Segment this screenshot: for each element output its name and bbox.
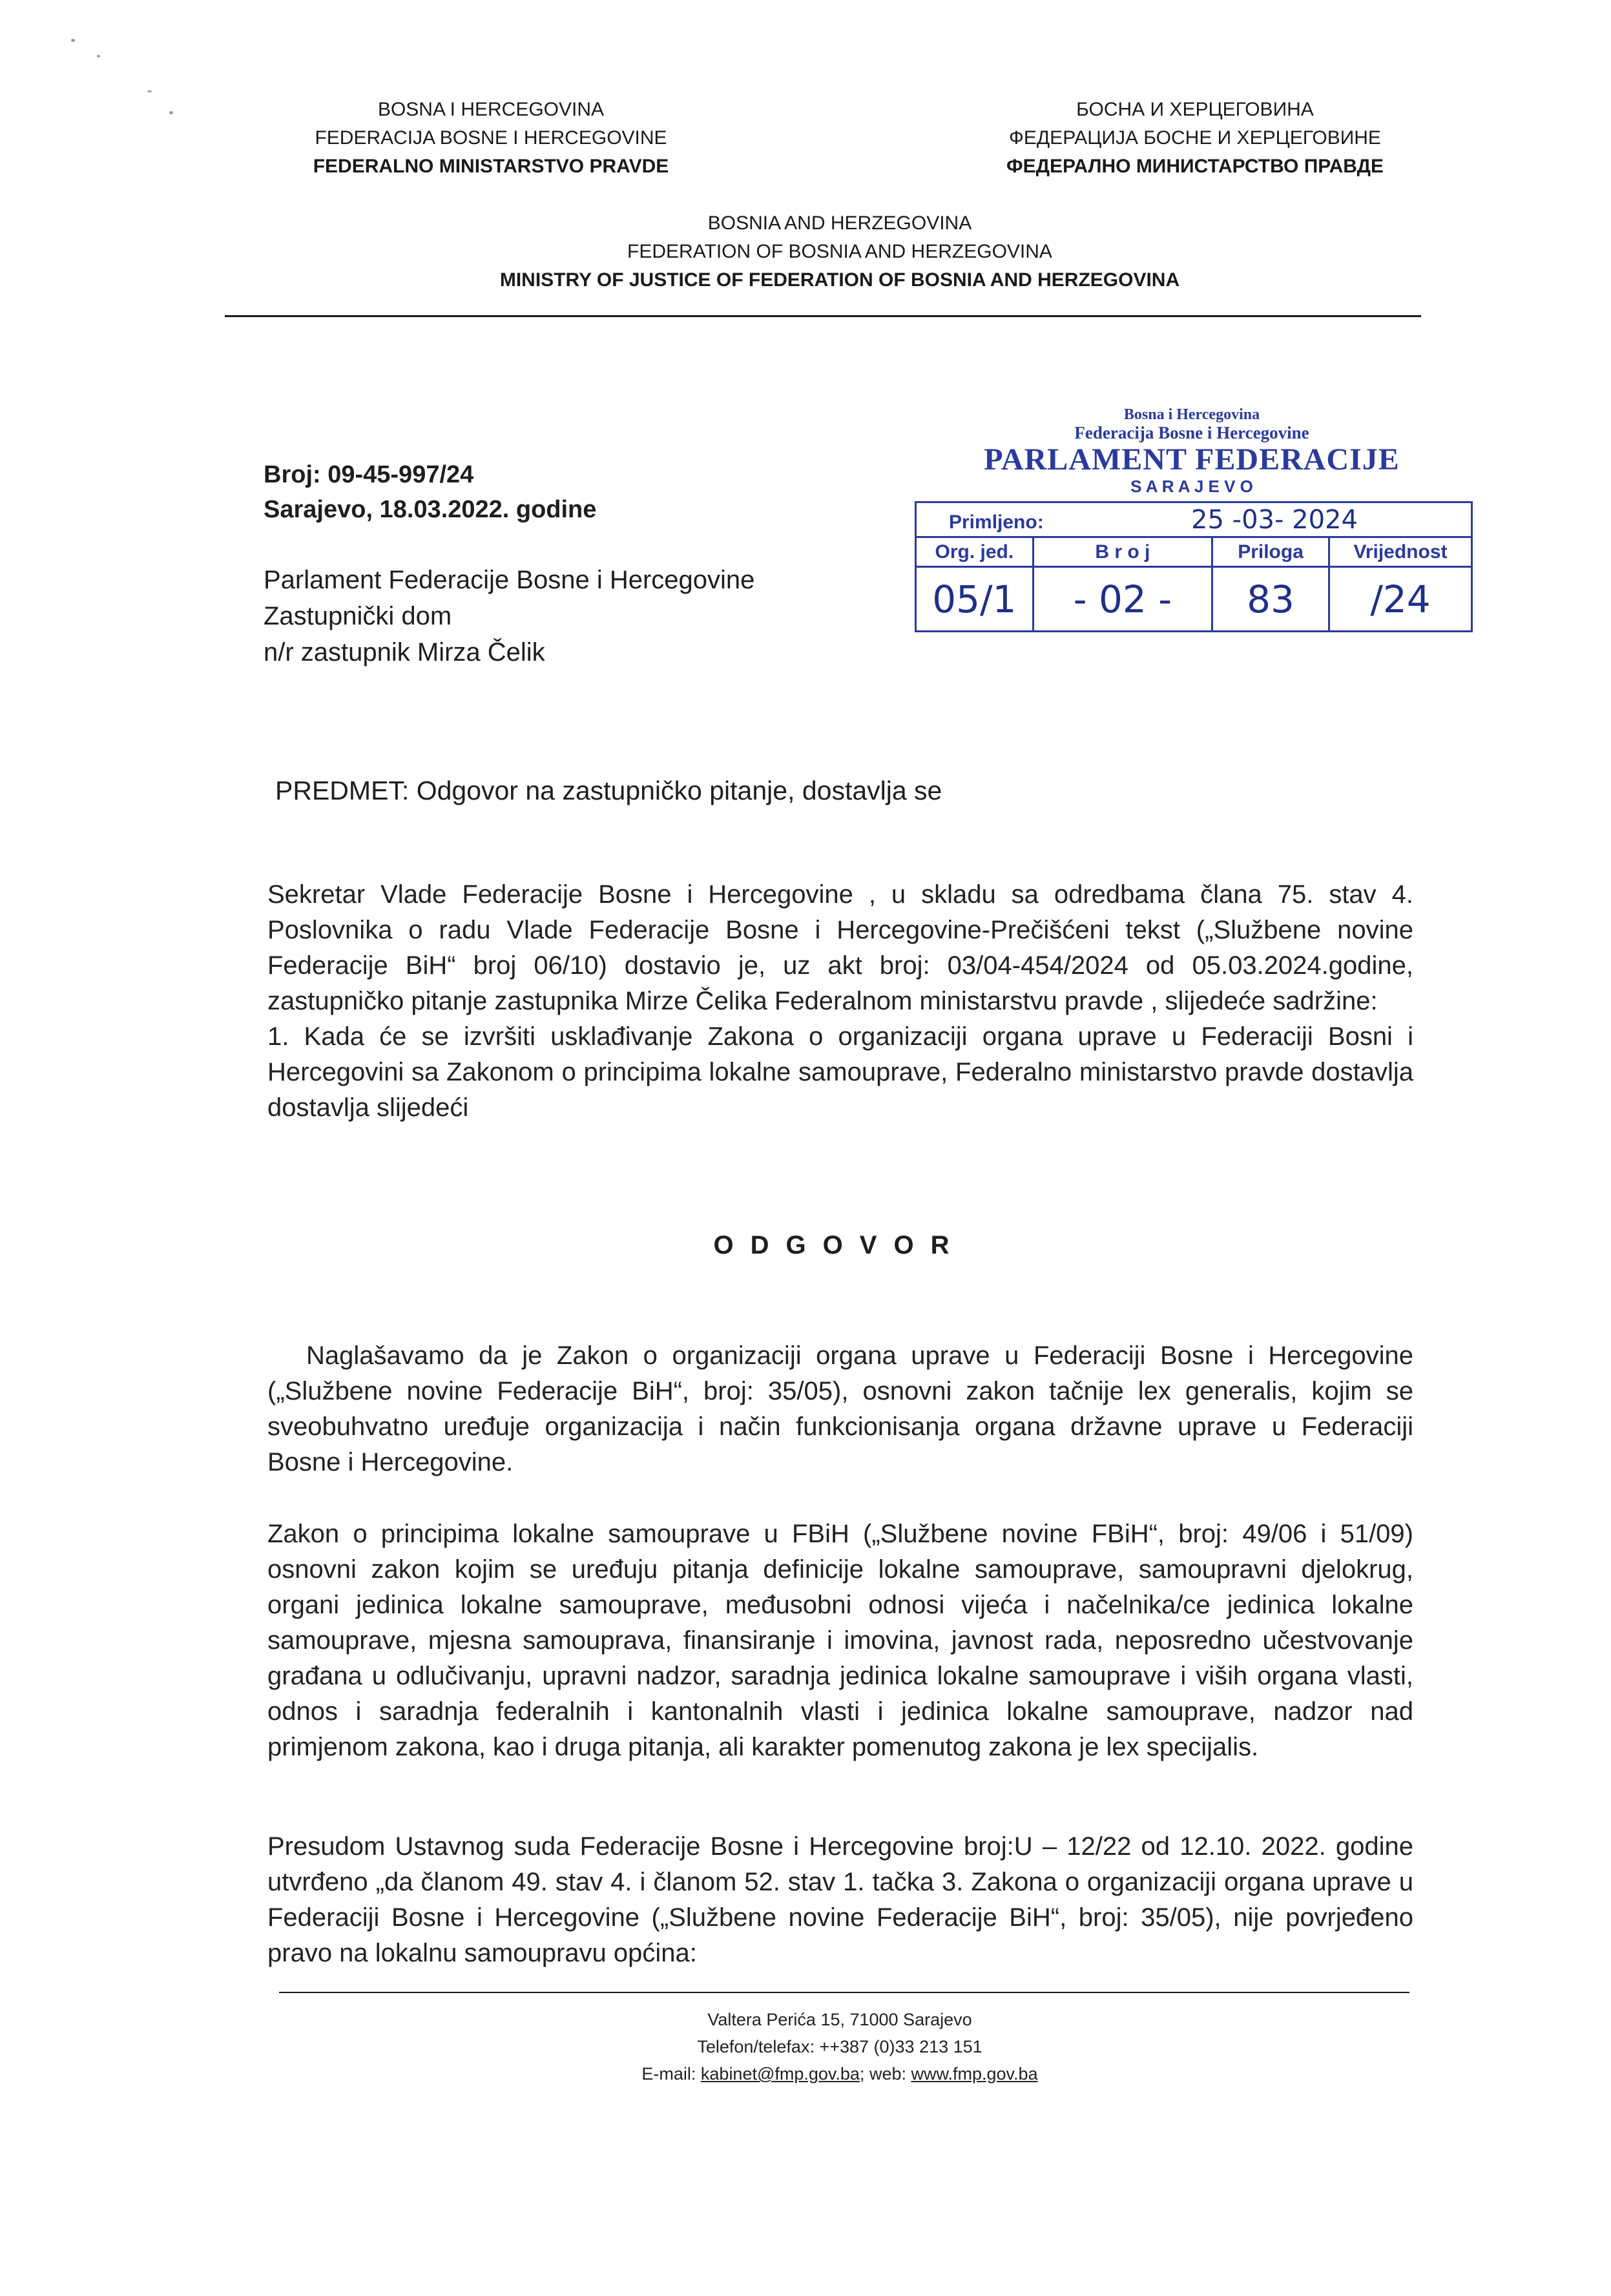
question-paragraph: 1. Kada će se izvršiti usklađivanje Zakona o organizaciji organa uprave u Federaciji Bosni i Hercegovini sa Zakonom o principima lokalne samouprave, Federalno ministarstvo pravde dostavlja dostavlja slijedeći <box>267 1022 1413 1122</box>
stamp-val-org: 05/1 <box>916 567 1034 632</box>
received-stamp <box>911 406 1473 664</box>
scan-speck <box>169 111 173 114</box>
stamp-line-3: PARLAMENT FEDERACIJE <box>984 442 1400 477</box>
intro-block <box>267 877 1413 1126</box>
stamp-line-4: S A R A J E V O <box>1130 477 1253 496</box>
answer-paragraph-1-text: Naglašavamo da je Zakon o organizaciji organa uprave u Federaciji Bosne i Hercegovine („Službene novine Federacije BiH“, broj: 35/05), osnovni zakon tačnije lex generalis, kojim se sveobuhvatno uređuje organizacija i način funkcionisanja organa državne uprave u Federaciji Bosne i Hercegovine. <box>267 1341 1413 1476</box>
reference-place-date: Sarajevo, 18.03.2022. godine <box>264 496 597 523</box>
footer-address: Valtera Perića 15, 71000 Sarajevo <box>707 2010 972 2029</box>
header-center <box>323 209 1356 295</box>
stamp-line-1: Bosna i Hercegovina <box>1123 406 1260 423</box>
stamp-val-broj: - 02 - <box>1033 567 1212 632</box>
stamp-received-date: 25 -03- 2024 <box>1191 504 1358 535</box>
header-center-ministry: MINISTRY OF JUSTICE OF FEDERATION OF BOSNIA AND HERZEGOVINA <box>499 269 1180 291</box>
header-divider <box>225 315 1421 317</box>
stamp-col-org: Org. jed. <box>916 537 1034 567</box>
stamp-line-2: Federacija Bosne i Hercegovine <box>1074 423 1309 442</box>
header-right-ministry: ФЕДЕРАЛНО МИНИСТАРСТВО ПРАВДЕ <box>1006 156 1384 177</box>
stamp-received-label: Primljeno: <box>949 511 1044 533</box>
stamp-col-vrijednost: Vrijednost <box>1329 537 1472 567</box>
footer-web-link[interactable]: www.fmp.gov.ba <box>911 2064 1038 2084</box>
header-left-ministry: FEDERALNO MINISTARSTVO PRAVDE <box>313 156 669 177</box>
footer-email-label: E-mail: <box>641 2064 701 2084</box>
footer-phone: Telefon/telefax: ++387 (0)33 213 151 <box>697 2037 982 2056</box>
stamp-val-vrijednost: /24 <box>1329 567 1472 632</box>
footer <box>517 2006 1163 2087</box>
recipient-block <box>264 562 884 670</box>
stamp-received-row <box>916 502 1472 537</box>
answer-paragraph-1 <box>267 1338 1413 1480</box>
header-right-country: БОСНА И ХЕРЦЕГОВИНА <box>1076 99 1314 120</box>
header-center-country: BOSNIA AND HERZEGOVINA <box>707 212 972 234</box>
header-right-entity: ФЕДЕРАЦИЈА БОСНЕ И ХЕРЦЕГОВИНЕ <box>1009 127 1381 149</box>
recipient-line-2: Zastupnički dom <box>264 602 452 630</box>
footer-web-label: ; web: <box>859 2064 911 2084</box>
header-left <box>245 96 736 181</box>
recipient-line-1: Parlament Federacije Bosne i Hercegovine <box>264 566 755 594</box>
stamp-col-broj: B r o j <box>1033 537 1212 567</box>
footer-email-link[interactable]: kabinet@fmp.gov.ba <box>700 2064 860 2084</box>
scan-speck <box>97 55 100 57</box>
scan-speck <box>147 90 152 92</box>
header-center-entity: FEDERATION OF BOSNIA AND HERZEGOVINA <box>627 241 1052 262</box>
stamp-val-priloga: 83 <box>1212 567 1329 632</box>
header-right <box>950 96 1440 181</box>
header-left-entity: FEDERACIJA BOSNE I HERCEGOVINE <box>315 127 667 149</box>
reference-block <box>264 457 780 527</box>
header-left-country: BOSNA I HERCEGOVINA <box>377 99 605 120</box>
answer-paragraph-2 <box>267 1516 1413 1765</box>
answer-paragraph-3 <box>267 1829 1413 1971</box>
answer-paragraph-3-text: Presudom Ustavnog suda Federacije Bosne i Hercegovine broj:U – 12/22 od 12.10. 2022. godine utvrđeno „da članom 49. stav 4. i članom 52. stav 1. tačka 3. Zakona o organizaciji organa uprave u Federaciji Bosne i Hercegovine („Službene novine Federacije BiH“, broj: 35/05), nije povrjeđeno pravo na lokalnu samoupravu općina: <box>267 1832 1413 1967</box>
answer-title: ODGOVOR <box>713 1231 966 1259</box>
intro-paragraph: Sekretar Vlade Federacije Bosne i Hercegovine , u skladu sa odredbama člana 75. stav 4. Poslovnika o radu Vlade Federacije Bosne i Hercegovine-Prečišćeni tekst („Službene novine Federacije BiH“ broj 06/10) dostavio je, uz akt broj: 03/04-454/2024 od 05.03.2024.godine, zastupničko pitanje zastupnika Mirze Čelika Federalnom ministarstvu pravde , slijedeće sadržine: <box>267 880 1413 1015</box>
recipient-line-3: n/r zastupnik Mirza Čelik <box>264 638 545 667</box>
stamp-table <box>915 501 1473 632</box>
answer-paragraph-2-text: Zakon o principima lokalne samouprave u FBiH („Službene novine FBiH“, broj: 49/06 i 51/09) osnovni zakon kojim se uređuju pitanja definicije lokalne samouprave, samoupravni djelokrug, organi jedinica lokalne samouprave, međusobni odnosi vijeća i načelnika/ce jedinica lokalne samouprave, mjesna samouprava, finansiranje i imovina, javnost rada, neposredno učestvovanje građana u odlučivanju, upravni nadzor, saradnja jedinica lokalne samouprave i viših organa vlasti, odnos i saradnja federalnih i kantonalnih vlasti i jedinica lokalne samouprave, nadzor nad primjenom zakona, kao i druga pitanja, ali karakter pomenutog zakona je lex specijalis. <box>267 1520 1413 1761</box>
scan-speck <box>71 39 75 42</box>
footer-divider <box>279 1992 1409 1993</box>
footer-contacts <box>517 2060 1163 2087</box>
subject-line: PREDMET: Odgovor na zastupničko pitanje, dostavlja se <box>275 776 942 805</box>
stamp-col-priloga: Priloga <box>1212 537 1329 567</box>
reference-number: Broj: 09-45-997/24 <box>264 461 474 488</box>
